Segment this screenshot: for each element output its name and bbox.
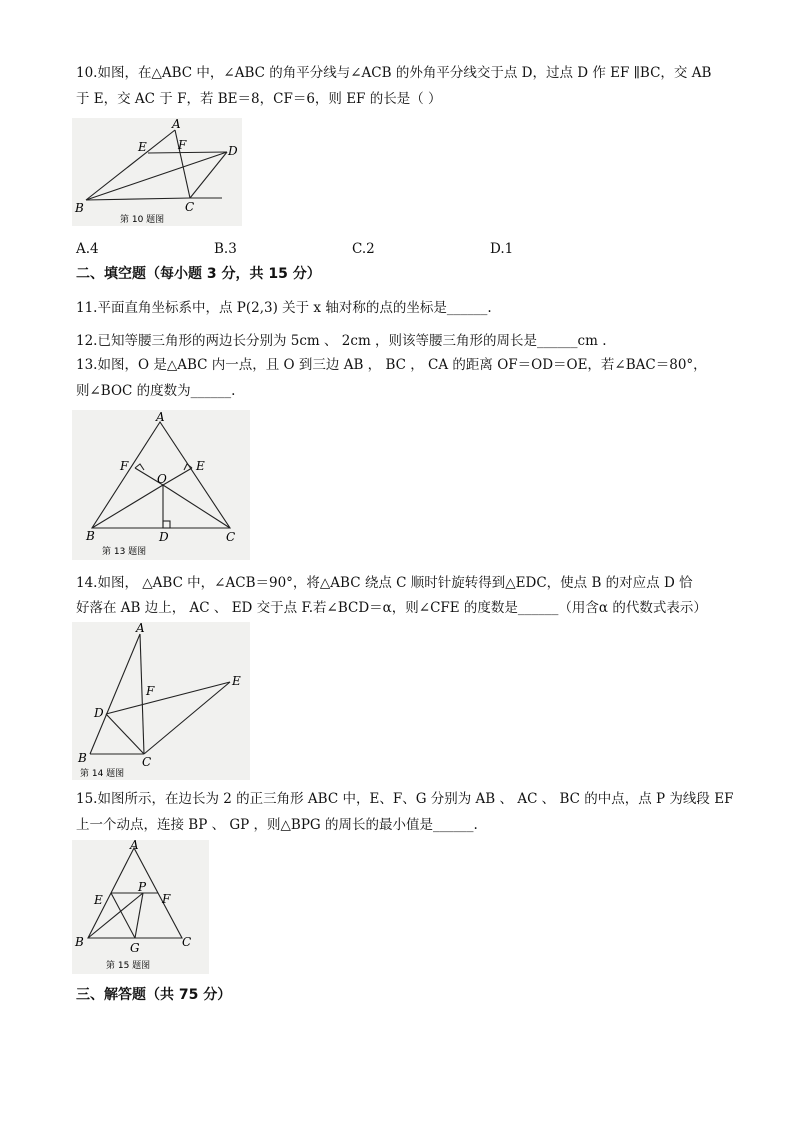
section-2-heading: 二、填空题（每小题 3 分，共 15 分） <box>76 266 321 282</box>
q10-option-c: C.2 <box>352 241 375 257</box>
q14-text-line1: 14.如图， △ABC 中，∠ACB＝90°，将△ABC 绕点 C 顺时针旋转得到△EDC，使点 B 的对应点 D 恰 <box>76 575 693 591</box>
q10-text-line1: 10.如图，在△ABC 中，∠ABC 的角平分线与∠ACB 的外角平分线交于点 D，过点 D 作 EF ∥BC，交 AB <box>76 65 712 81</box>
q15-text-line1: 15.如图所示，在边长为 2 的正三角形 ABC 中，E、F、G 分别为 AB 、 AC 、 BC 的中点，点 P 为线段 EF <box>76 791 734 807</box>
q15-label-p: P <box>138 880 147 894</box>
q14-figure <box>72 622 250 780</box>
section-3-heading: 三、解答题（共 75 分） <box>76 987 232 1003</box>
q13-label-f: F <box>120 459 129 473</box>
q14-label-c: C <box>142 755 152 769</box>
q12-text: 12.已知等腰三角形的两边长分别为 5cm 、 2cm ，则该等腰三角形的周长是______cm . <box>76 333 607 349</box>
q10-caption: 第 10 题图 <box>120 215 165 225</box>
q13-label-o: O <box>157 472 167 486</box>
q14-label-e: E <box>232 674 241 688</box>
q10-option-a: A.4 <box>76 241 99 257</box>
q14-label-a: A <box>136 622 145 635</box>
q13-figure <box>72 410 250 560</box>
q15-label-c: C <box>182 935 192 949</box>
q14-label-d: D <box>94 706 104 720</box>
q14-label-b: B <box>78 751 87 765</box>
q10-label-e: E <box>138 140 147 154</box>
q13-label-a: A <box>156 410 165 424</box>
q10-label-b: B <box>75 201 84 215</box>
q10-option-d: D.1 <box>490 241 514 257</box>
q13-text-line1: 13.如图，O 是△ABC 内一点，且 O 到三边 AB ， BC ， CA 的距离 OF＝OD＝OE，若∠BAC＝80°， <box>76 357 707 373</box>
q14-caption: 第 14 题图 <box>80 769 125 779</box>
q13-caption: 第 13 题图 <box>102 547 147 557</box>
q10-label-f: F <box>178 138 187 152</box>
q15-label-g: G <box>130 941 140 955</box>
q13-label-c: C <box>226 530 236 544</box>
q10-figure <box>72 118 242 226</box>
q15-figure <box>72 840 209 974</box>
q15-text-line2: 上一个动点，连接 BP 、 GP ，则△BPG 的周长的最小值是______. <box>76 817 478 833</box>
q15-label-f: F <box>162 892 171 906</box>
q13-label-e: E <box>196 459 205 473</box>
q11-text: 11.平面直角坐标系中，点 P(2,3) 关于 x 轴对称的点的坐标是______. <box>76 300 492 316</box>
q14-text-line2: 好落在 AB 边上， AC 、 ED 交于点 F.若∠BCD＝α，则∠CFE 的度数是______（用含α 的代数式表示） <box>76 600 707 616</box>
q10-label-d: D <box>228 144 238 158</box>
q14-label-f: F <box>146 684 155 698</box>
q15-label-e: E <box>94 893 103 907</box>
q10-label-c: C <box>185 200 195 214</box>
q10-text-line2: 于 E，交 AC 于 F，若 BE＝8，CF＝6，则 EF 的长是（ ） <box>76 91 442 107</box>
q10-option-b: B.3 <box>214 241 237 257</box>
q15-label-a: A <box>130 840 139 852</box>
q13-label-b: B <box>86 529 95 543</box>
q13-text-line2: 则∠BOC 的度数为______. <box>76 383 236 399</box>
q15-caption: 第 15 题图 <box>106 961 151 971</box>
q10-label-a: A <box>172 118 181 131</box>
q15-label-b: B <box>75 935 84 949</box>
q13-label-d: D <box>159 530 169 544</box>
